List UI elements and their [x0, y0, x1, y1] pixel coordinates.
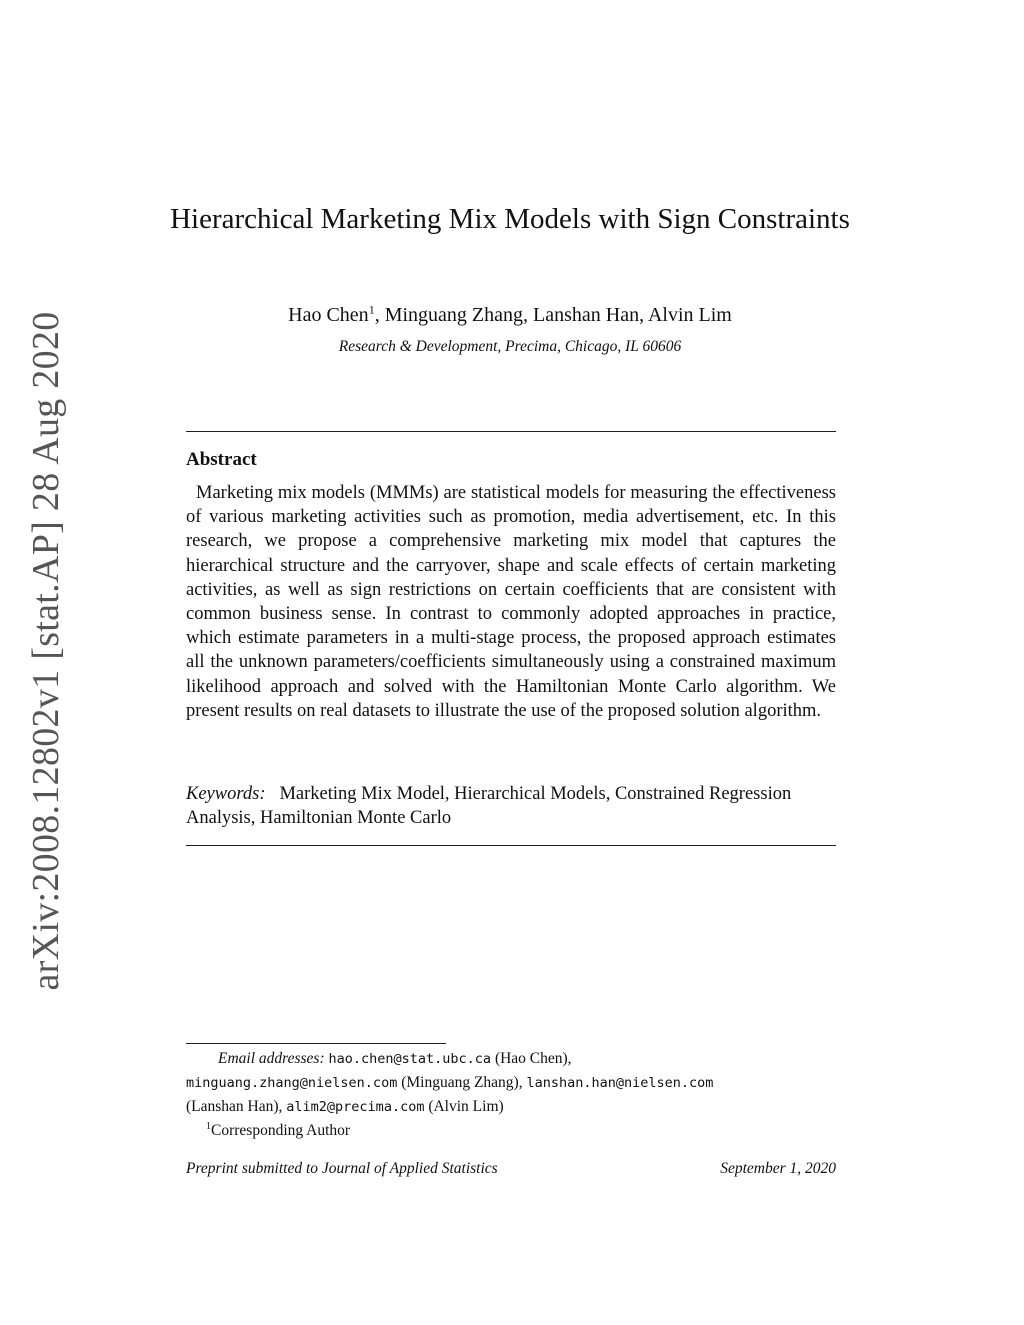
- footnotes: [186, 1047, 836, 1142]
- email-link-lanshan-han[interactable]: lanshan.han@nielsen.com: [526, 1075, 714, 1091]
- email-name-lanshan-han: (Lanshan Han),: [186, 1098, 283, 1115]
- author-footnote-mark: 1: [368, 302, 375, 317]
- email-name-hao-chen: (Hao Chen),: [494, 1050, 572, 1067]
- corresponding-mark: 1: [206, 1120, 211, 1132]
- email-link-alvin-lim[interactable]: alim2@precima.com: [286, 1099, 425, 1115]
- author-list: [150, 302, 870, 328]
- email-name-alvin-lim: (Alvin Lim): [428, 1098, 504, 1115]
- email-link-hao-chen[interactable]: hao.chen@stat.ubc.ca: [328, 1051, 492, 1067]
- footnote-line-3: [186, 1095, 836, 1119]
- abstract-heading: Abstract: [186, 449, 257, 470]
- author-first: Hao Chen: [288, 304, 369, 326]
- corresponding-author-note: Corresponding Author: [211, 1122, 351, 1139]
- affiliation: Research & Development, Precima, Chicago, IL 60606: [338, 338, 682, 355]
- abstract-bottom-rule: [186, 845, 836, 846]
- arxiv-sidebar: [16, 311, 76, 991]
- abstract-text: Marketing mix models (MMMs) are statistical models for measuring the effectiveness of various marketing activities such as promotion, media advertisement, etc. In this research, we propose a comprehensive marketing mix model that captures the hierarchical structure and the carryover, shape and scale effects of certain marketing activities, as well as sign restrictions on certain coefficients that are consistent with common business sense. In contrast to commonly adopted approaches in practice, which estimate parameters in a multi-stage process, the proposed approach estimates all the unknown parameters/coefficients simultaneously using a constrained maximum likelihood approach and solved with the Hamiltonian Monte Carlo algorithm. We present results on real datasets to illustrate the use of the proposed solution algorithm.: [186, 483, 836, 721]
- footnote-line-1: [186, 1047, 836, 1071]
- email-link-minguang-zhang[interactable]: minguang.zhang@nielsen.com: [186, 1075, 398, 1091]
- abstract-top-rule: [186, 431, 836, 432]
- footer-date: September 1, 2020: [720, 1160, 836, 1177]
- keywords-text: Marketing Mix Model, Hierarchical Models, Constrained Regression Analysis, Hamiltonian Monte Carlo: [186, 784, 792, 829]
- paper-title: Hierarchical Marketing Mix Models with Sign Constraints: [170, 203, 850, 235]
- footnote-line-2: [186, 1071, 836, 1095]
- keywords: [186, 782, 836, 830]
- author-rest: , Minguang Zhang, Lanshan Han, Alvin Lim: [374, 304, 732, 326]
- footnote-line-4: [186, 1119, 836, 1142]
- footnote-rule: [186, 1043, 446, 1044]
- arxiv-identifier: arXiv:2008.12802v1 [stat.AP] 28 Aug 2020: [25, 311, 67, 991]
- keywords-label: Keywords:: [186, 784, 266, 804]
- email-label: Email addresses:: [218, 1050, 325, 1067]
- preprint-note: Preprint submitted to Journal of Applied Statistics: [186, 1160, 498, 1177]
- email-name-minguang-zhang: (Minguang Zhang),: [401, 1074, 523, 1091]
